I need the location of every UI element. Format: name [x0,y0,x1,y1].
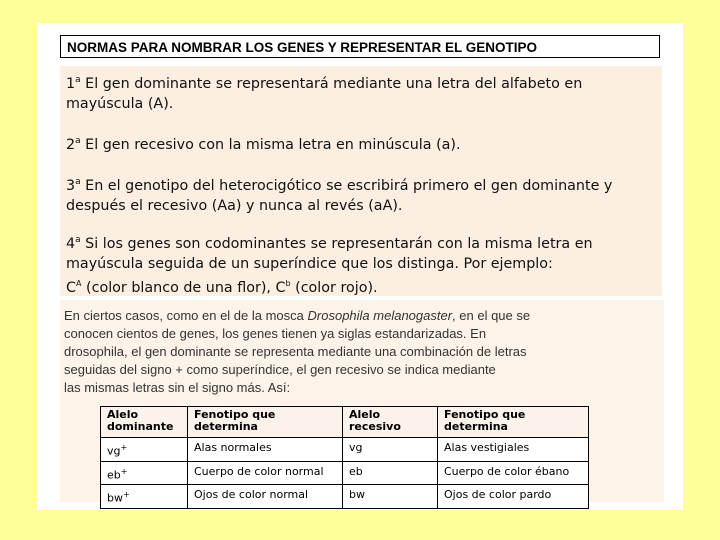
example-line: seguidas del signo + como superíndice, el gen recesivo se indica mediante [64,362,496,377]
allele-table [100,406,589,509]
allele-symbol: vg [107,444,121,458]
allele-superscript: + [120,443,128,452]
allele-superscript: b [285,278,291,288]
rule-ordinal: a [75,177,81,187]
dominant-allele-cell [101,461,188,485]
recessive-phenotype-cell: Alas vestigiales [438,438,589,462]
allele-base: C [66,279,76,296]
page-title: NORMAS PARA NOMBRAR LOS GENES Y REPRESENTAR EL GENOTIPO [60,35,660,58]
rule-ordinal: a [75,136,81,146]
table-row [101,485,589,509]
rule-number: 4 [66,235,76,252]
allele-superscript: + [120,466,128,476]
rules-panel [60,66,662,296]
example-text: , en el que se [452,308,531,323]
column-header: Fenotipo que determina [438,407,589,438]
allele-description: (color rojo). [290,279,378,296]
example-line: conocen cientos de genes, los genes tienen ya siglas estandarizadas. En [64,326,487,341]
dominant-allele-cell [101,438,188,462]
rule-text: El gen recesivo con la misma letra en minúscula (a). [80,136,461,153]
dominant-allele-cell [101,485,188,509]
table-row [101,438,589,462]
rule-ordinal: a [75,235,81,245]
column-header: Alelo recesivo [343,407,438,438]
rule-text: El gen dominante se representará mediante una letra del alfabeto en mayúscula (A). [66,75,583,112]
rule-1 [66,70,658,114]
species-name: Drosophila melanogaster [307,308,453,323]
example-line [64,307,660,325]
codominant-example [66,280,378,296]
example-line: drosophila, el gen dominante se representa mediante una combinación de letras [64,344,527,359]
dominant-phenotype-cell: Cuerpo de color normal [188,461,343,485]
recessive-phenotype-cell: Cuerpo de color ébano [438,461,589,485]
table-header-row [101,407,589,438]
recessive-allele-cell: vg [343,438,438,462]
rule-4 [66,230,658,298]
recessive-allele-cell: eb [343,461,438,485]
allele-superscript: A [75,278,82,288]
dominant-phenotype-cell: Alas normales [188,438,343,462]
allele-description: (color blanco de una flor), [81,279,276,296]
rule-2 [66,131,658,155]
column-header: Fenotipo que determina [188,407,343,438]
rule-number: 1 [66,75,76,92]
column-header: Alelo dominante [101,407,188,438]
example-text: En ciertos casos, como en el de la mosca [64,308,308,323]
rule-text: Si los genes son codominantes se representarán con la misma letra en mayúscula seguida de un superíndice que los distinga. Por ejemplo: [66,235,593,272]
example-line: las mismas letras sin el signo más. Así: [64,380,291,395]
rule-text: En el genotipo del heterocigótico se escribirá primero el gen dominante y después el recesivo (Aa) y nunca al revés (aA). [66,177,613,214]
table-row [101,461,589,485]
dominant-phenotype-cell: Ojos de color normal [188,485,343,509]
drosophila-example-panel [60,300,664,505]
rule-ordinal: a [75,75,81,85]
allele-symbol: eb [107,468,121,482]
allele-superscript: + [122,490,130,500]
allele-base: C [275,279,286,296]
recessive-phenotype-cell: Ojos de color pardo [438,485,589,509]
rule-3 [66,172,658,216]
rule-number: 3 [66,177,76,194]
allele-symbol: bw [107,491,123,505]
rule-number: 2 [66,136,76,153]
example-paragraph [64,307,660,397]
recessive-allele-cell: bw [343,485,438,509]
